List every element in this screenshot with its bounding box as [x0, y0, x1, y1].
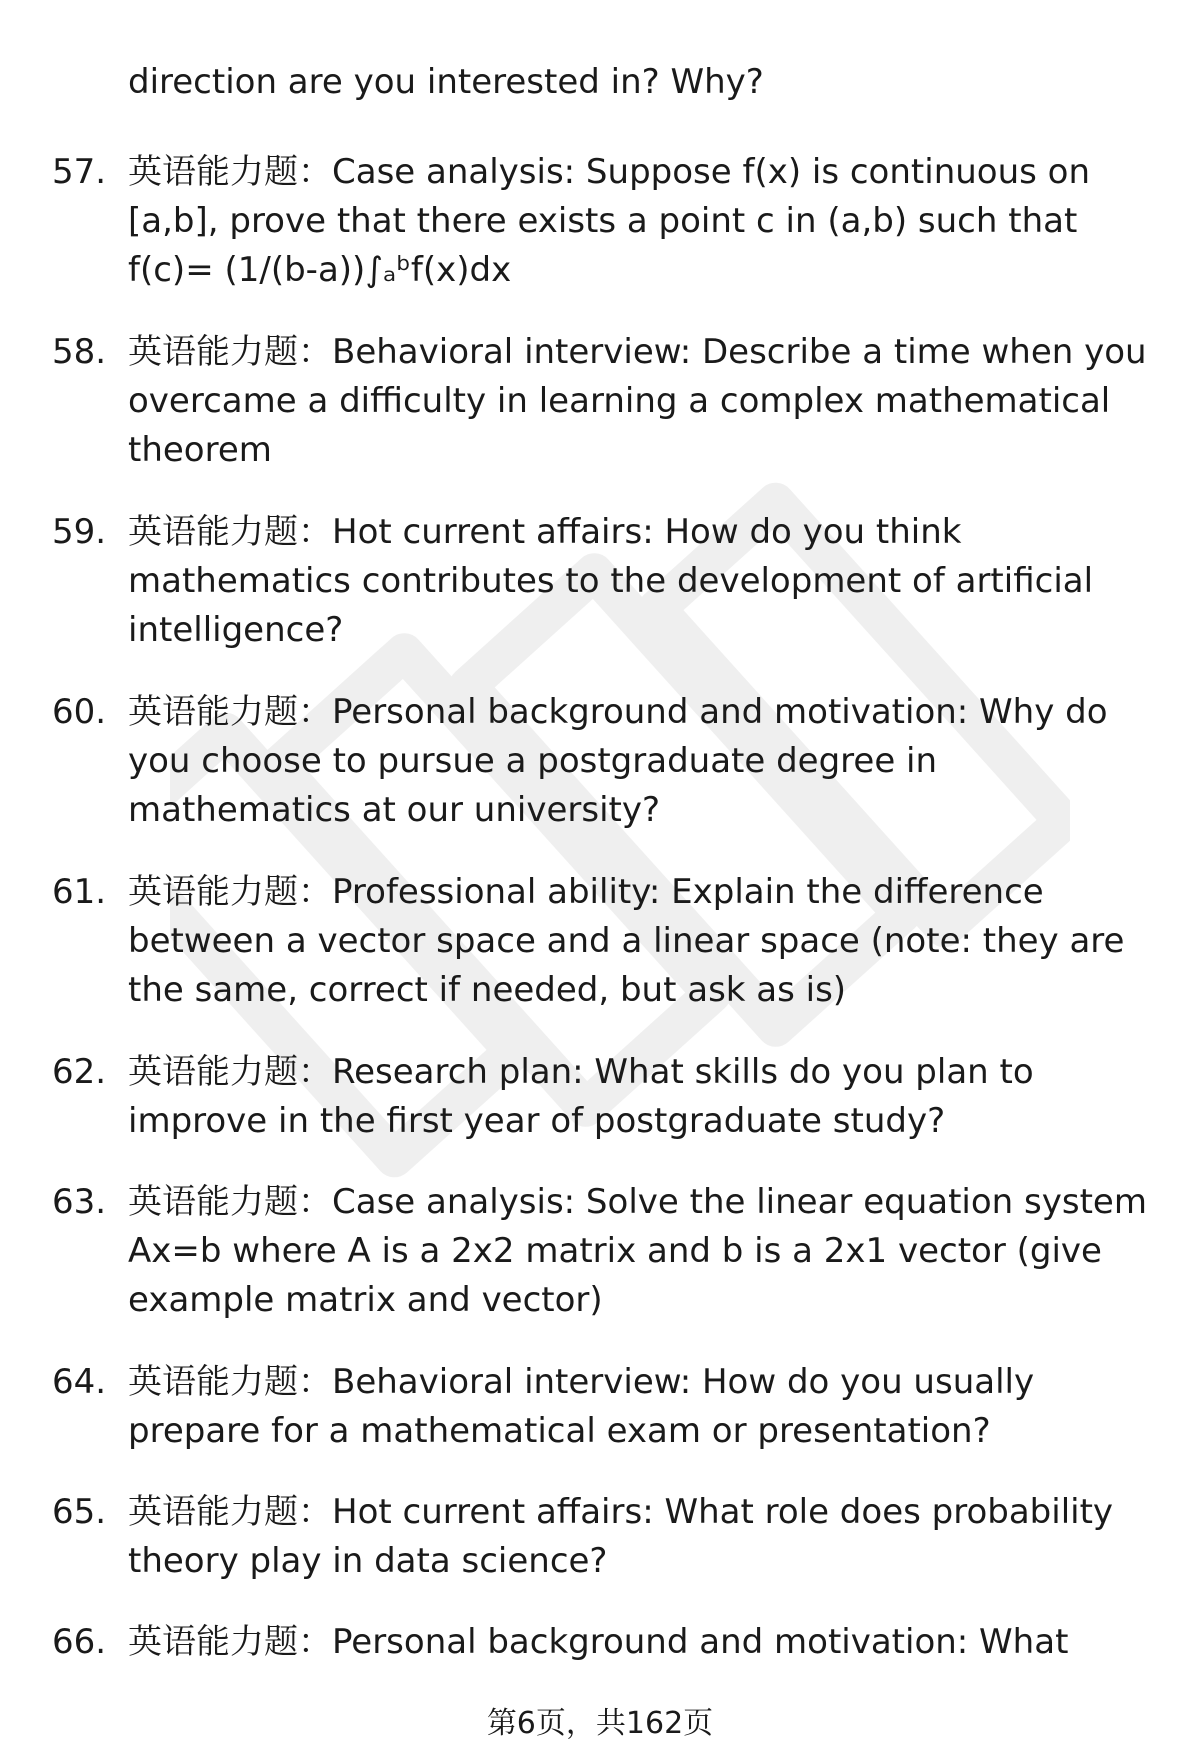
question-text: 英语能力题：Personal background and motivation: Why do you choose to pursue a postgraduate degree in mathematics at our university?: [128, 692, 1108, 830]
continued-question-text: direction are you interested in? Why?: [128, 62, 764, 102]
question-number: 59.: [52, 512, 107, 552]
question-text: 英语能力题：Hot current affairs: What role does probability theory play in data science?: [128, 1492, 1114, 1581]
question-number: 57.: [52, 152, 107, 192]
question-item: [52, 1358, 1162, 1456]
question-text: 英语能力题：Behavioral interview: Describe a time when you overcame a difficulty in learning a complex mathematical theorem: [128, 332, 1147, 470]
question-number: 60.: [52, 692, 107, 732]
question-item: [52, 688, 1162, 835]
question-number: 65.: [52, 1492, 107, 1532]
question-item: [52, 1618, 1162, 1667]
question-text: 英语能力题：Behavioral interview: How do you usually prepare for a mathematical exam or presentation?: [128, 1362, 1035, 1451]
question-text: 英语能力题：Professional ability: Explain the difference between a vector space and a linear space (note: they are the same, correct if needed, but ask as is): [128, 872, 1125, 1010]
question-number: 58.: [52, 332, 107, 372]
question-text: 英语能力题：Hot current affairs: How do you think mathematics contributes to the development of artificial intelligence?: [128, 512, 1094, 650]
question-number: 62.: [52, 1052, 107, 1092]
question-number: 61.: [52, 872, 107, 912]
question-text: 英语能力题：Case analysis: Suppose f(x) is continuous on [a,b], prove that there exists a point c in (a,b) such that f(c)= (1/(b-a))∫ₐᵇf(x)dx: [128, 152, 1091, 290]
question-text: 英语能力题：Research plan: What skills do you plan to improve in the first year of postgraduate study?: [128, 1052, 1034, 1141]
page-footer: 第6页，共162页: [486, 1706, 714, 1741]
question-item: [52, 1488, 1162, 1586]
question-item: [52, 508, 1162, 655]
question-number: 64.: [52, 1362, 107, 1402]
question-item: [52, 328, 1162, 475]
question-text: 英语能力题：Case analysis: Solve the linear equation system Ax=b where A is a 2x2 matrix and b is a 2x1 vector (give example matrix and vector): [128, 1182, 1147, 1320]
question-item: [52, 1178, 1162, 1325]
question-item: [52, 868, 1162, 1015]
question-item: [52, 1048, 1162, 1146]
question-item: [52, 148, 1162, 295]
question-text: 英语能力题：Personal background and motivation: What: [128, 1622, 1069, 1662]
question-number: 63.: [52, 1182, 107, 1222]
question-number: 66.: [52, 1622, 107, 1662]
